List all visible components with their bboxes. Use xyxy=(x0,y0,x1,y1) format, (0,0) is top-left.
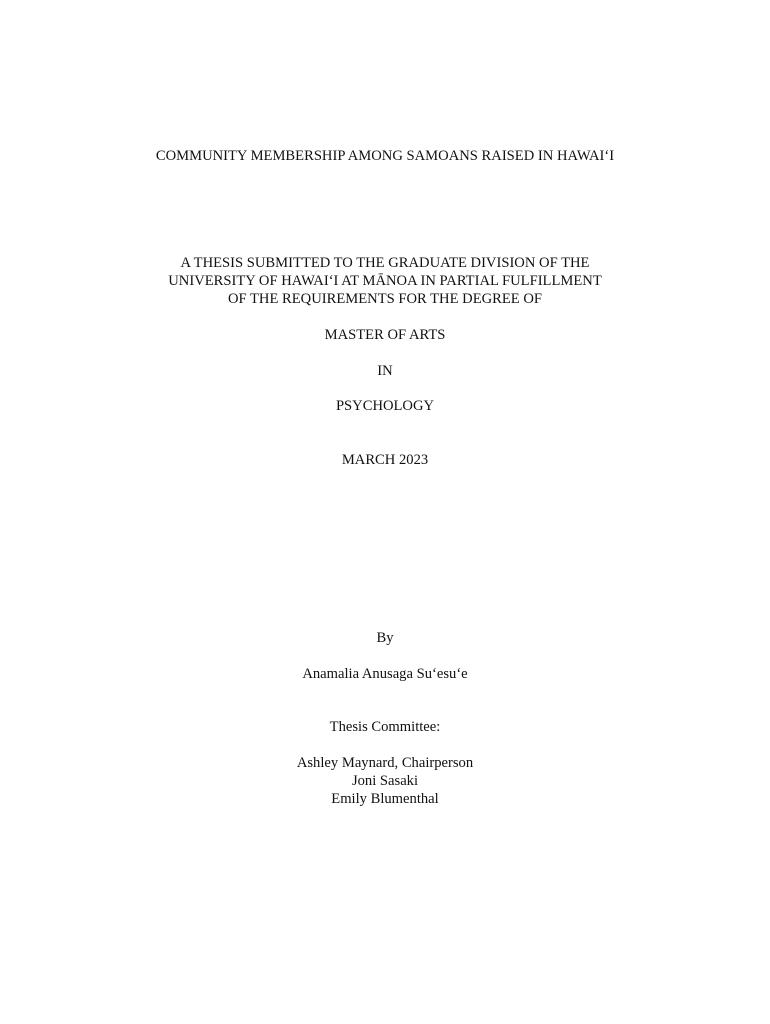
committee-member: Emily Blumenthal xyxy=(331,791,439,807)
committee-member: Joni Sasaki xyxy=(351,773,419,789)
degree-name: MASTER OF ARTS xyxy=(324,327,446,343)
committee-member: Ashley Maynard, Chairperson xyxy=(296,755,474,771)
in-label: IN xyxy=(377,363,393,379)
thesis-title: COMMUNITY MEMBERSHIP AMONG SAMOANS RAISED IN HAWAIʻI xyxy=(155,148,615,164)
submission-statement xyxy=(0,254,770,308)
submission-line: UNIVERSITY OF HAWAIʻI AT MĀNOA IN PARTIAL FULFILLMENT xyxy=(168,273,602,289)
submission-line: OF THE REQUIREMENTS FOR THE DEGREE OF xyxy=(227,291,543,307)
field-of-study: PSYCHOLOGY xyxy=(335,398,435,414)
submission-date: MARCH 2023 xyxy=(341,452,429,468)
author-name: Anamalia Anusaga Suʻesuʻe xyxy=(302,666,468,682)
submission-line: A THESIS SUBMITTED TO THE GRADUATE DIVISION OF THE xyxy=(180,255,590,271)
committee-members xyxy=(0,754,770,808)
by-label: By xyxy=(376,630,394,646)
committee-heading: Thesis Committee: xyxy=(329,719,441,735)
